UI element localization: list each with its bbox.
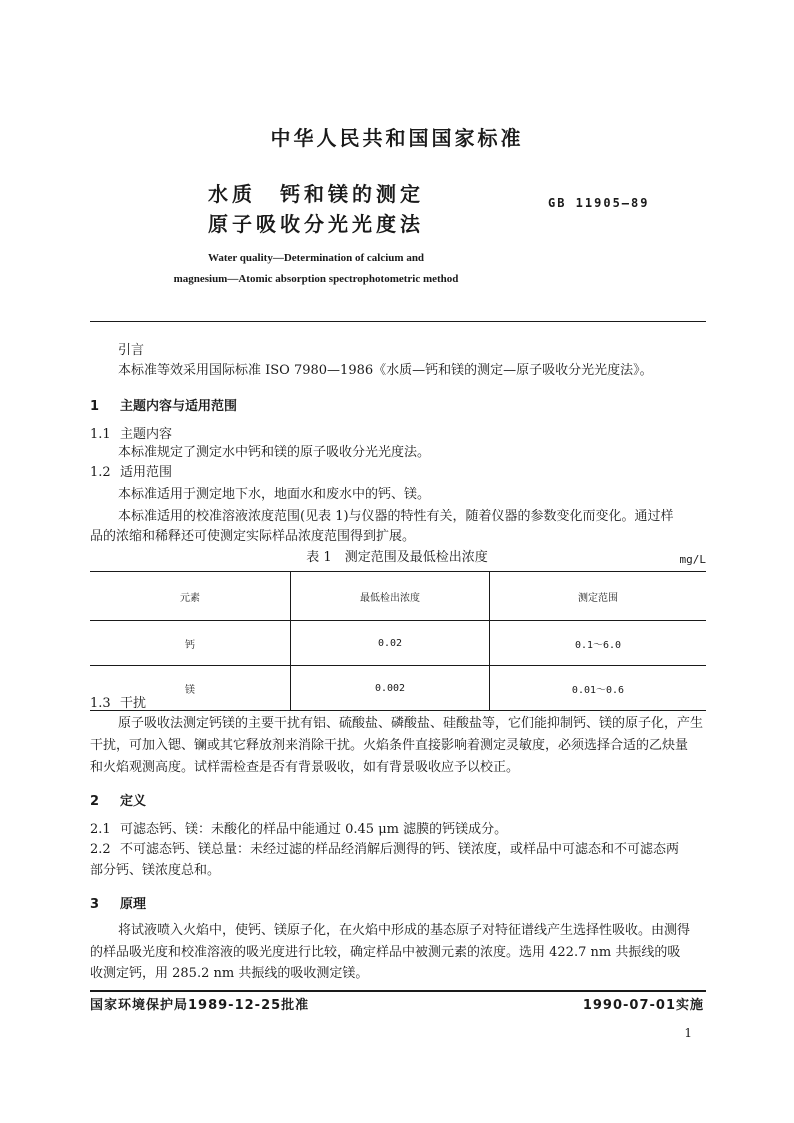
section-1-2-text1: 本标准适用于测定地下水，地面水和废水中的钙、镁。 (118, 487, 431, 502)
section-title: 主题内容与适用范围 (120, 399, 238, 414)
table-cell: 镁 (90, 666, 291, 711)
section-1-heading (90, 395, 237, 414)
implementation-date: 1990-07-01实施 (582, 998, 704, 1013)
table-cell: 0.002 (291, 666, 490, 711)
table-caption: 表 1 测定范围及最低检出浓度 (306, 550, 488, 565)
page-number: 1 (684, 1026, 692, 1040)
english-title-line1: Water quality—Determination of calcium and (207, 252, 425, 264)
detection-range-table (90, 571, 706, 711)
section-1-2-text2-line2: 品的浓缩和稀释还可使测定实际样品浓度范围得到扩展。 (90, 529, 416, 544)
table-cell: 钙 (90, 621, 291, 666)
section-number: 1.1 (90, 427, 111, 442)
section-1-1-heading (90, 425, 172, 445)
section-title: 主题内容 (120, 427, 173, 442)
section-1-3-line3: 和火焰观测高度。试样需检查是否有背景吸收，如有背景吸收应予以校正。 (90, 760, 520, 775)
section-title: 定义 (120, 794, 147, 809)
table-cell: 0.01～0.6 (490, 666, 707, 711)
table-row (90, 666, 706, 711)
table-row (90, 621, 706, 666)
table-header-row (90, 572, 706, 621)
intro-heading: 引言 (118, 343, 145, 358)
english-title-line2: magnesium—Atomic absorption spectrophotometric method (173, 273, 459, 285)
section-title: 适用范围 (120, 465, 173, 480)
section-3-line3: 收测定钙，用 285.2 nm 共振线的吸收测定镁。 (90, 966, 369, 981)
section-2-1 (90, 820, 507, 840)
table-cell: 0.1～6.0 (490, 621, 707, 666)
definition-text: 不可滤态钙、镁总量：未经过滤的样品经消解后测得的钙、镁浓度，或样品中可滤态和不可滤态两 (120, 842, 680, 857)
section-number: 2 (90, 794, 100, 809)
footer-divider (90, 990, 706, 992)
header-divider (90, 321, 706, 322)
section-title: 干扰 (120, 696, 147, 711)
definition-text: 可滤态钙、镁：未酸化的样品中能通过 0.45 μm 滤膜的钙镁成分。 (120, 822, 508, 837)
section-2-2-line2: 部分钙、镁浓度总和。 (90, 863, 221, 878)
standard-number: GB 11905—89 (548, 196, 650, 210)
section-number: 2.1 (90, 822, 111, 837)
intro-text: 本标准等效采用国际标准 ISO 7980—1986《水质—钙和镁的测定—原子吸收分光光度法》。 (118, 363, 653, 378)
table-unit: mg/L (679, 553, 706, 566)
approval-line: 国家环境保护局1989-12-25批准 (90, 998, 310, 1013)
section-1-3-heading (90, 694, 146, 714)
section-number: 1 (90, 399, 100, 414)
table-header-cell: 最低检出浓度 (291, 572, 490, 621)
section-2-2-line1 (90, 840, 679, 860)
section-number: 1.3 (90, 696, 111, 711)
document-title-line1: 水质 钙和镁的测定 (208, 182, 424, 206)
section-2-heading (90, 790, 146, 809)
table-header-cell: 测定范围 (490, 572, 707, 621)
table-cell: 0.02 (291, 621, 490, 666)
section-title: 原理 (120, 897, 147, 912)
section-number: 1.2 (90, 465, 111, 480)
table-header-cell: 元素 (90, 572, 291, 621)
national-standard-title: 中华人民共和国国家标准 (270, 126, 524, 150)
section-3-line1: 将试液喷入火焰中，使钙、镁原子化，在火焰中形成的基态原子对特征谱线产生选择性吸收。由测得 (118, 923, 691, 938)
section-3-heading (90, 893, 146, 912)
section-number: 2.2 (90, 842, 111, 857)
section-1-3-line1: 原子吸收法测定钙镁的主要干扰有铝、硫酸盐、磷酸盐、硅酸盐等，它们能抑制钙、镁的原子化，产生 (118, 716, 704, 731)
section-1-2-text2-line1: 本标准适用的校准溶液浓度范围(见表 1)与仪器的特性有关，随着仪器的参数变化而变化。通过样 (118, 509, 674, 524)
section-1-2-heading (90, 463, 172, 483)
section-number: 3 (90, 897, 100, 912)
section-1-3-line2: 干扰，可加入锶、镧或其它释放剂来消除干扰。火焰条件直接影响着测定灵敏度，必须选择合适的乙炔量 (90, 738, 689, 753)
section-1-1-text: 本标准规定了测定水中钙和镁的原子吸收分光光度法。 (118, 445, 431, 460)
document-title-line2: 原子吸收分光光度法 (208, 212, 424, 236)
section-3-line2: 的样品吸光度和校准溶液的吸光度进行比较，确定样品中被测元素的浓度。选用 422.7 nm 共振线的吸 (90, 945, 681, 960)
